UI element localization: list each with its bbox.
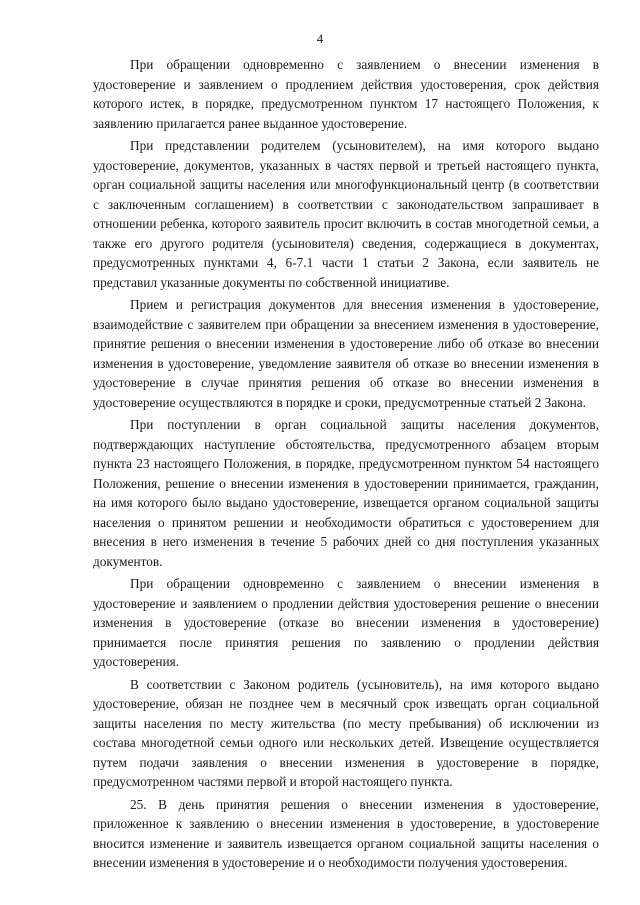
paragraph-2: При представлении родителем (усыновителем), на имя которого выдано удостоверение, документов, указанных в частях первой и третьей настоящего пункта, орган социальной защиты населения или многофункциональный центр (в соответствии с заключенным соглашением) в соответствии с законодательством запрашивает в отношении ребенка, которого заявитель просит включить в состав многодетной семьи, а также его другого родителя (усыновителя) сведения, содержащиеся в документах, предусмотренных пунктами 4, 6-7.1 части 1 статьи 2 Закона, если заявитель не представил указанные документы по собственной инициативе.	[93, 138, 599, 290]
paragraph-4: При поступлении в орган социальной защиты населения документов, подтверждающих наступление обстоятельства, предусмотренного абзацем вторым пункта 23 настоящего Положения, в порядке, предусмотренном пунктом 54 настоящего Положения, решение о внесении изменения в удостоверении принимается, гражданин, на имя которого было выдано удостоверение, извещается органом социальной защиты населения о принятом решении и необходимости обратиться с удостоверением для внесения в него изменения в течение 5 рабочих дней со дня поступления указанных документов.	[93, 417, 599, 569]
page-number: 4	[316, 31, 324, 46]
paragraph-6: В соответствии с Законом родитель (усыновитель), на имя которого выдано удостоверение, обязан не позднее чем в месячный срок извещать орган социальной защиты населения по месту жительства (по месту пребывания) об исключении из состава многодетной семьи одного или нескольких детей. Извещение осуществляется путем подачи заявления о внесении изменения в удостоверение в порядке, предусмотренном частями первой и второй настоящего пункта.	[93, 676, 599, 789]
paragraph-1: При обращении одновременно с заявлением о внесении изменения в удостоверение и заявлением о продлением действия удостоверения, срок действия которого истек, в порядке, предусмотренном пунктом 17 настоящего Положения, к заявлению прилагается ранее выданное удостоверение.	[93, 57, 599, 131]
paragraph-5: При обращении одновременно с заявлением о внесении изменения в удостоверение и заявлением о продлении действия удостоверения решение о внесении изменения в удостоверение (отказе во внесении изменения в удостоверение) принимается после принятия решения по заявлению о продлении действия удостоверения.	[93, 576, 599, 669]
paragraph-7: 25. В день принятия решения о внесении изменения в удостоверение, приложенное к заявлению о внесении изменения в удостоверение, в удостоверение вносится изменение и заявитель извещается органом социальной защиты населения о внесении изменения в удостоверение и о необходимости получения удостоверения.	[93, 796, 599, 870]
document-body	[93, 55, 599, 876]
paragraph-3: Прием и регистрация документов для внесения изменения в удостоверение, взаимодействие с заявителем при обращении за внесением изменения в удостоверение, принятие решения о внесении изменения в удостоверение либо об отказе во внесении изменения в удостоверение, уведомление заявителя об отказе во внесении изменения в удостоверение в случае принятия решения об отказе во внесении изменения в удостоверение осуществляются в порядке и сроки, предусмотренные статьей 2 Закона.	[93, 297, 599, 410]
